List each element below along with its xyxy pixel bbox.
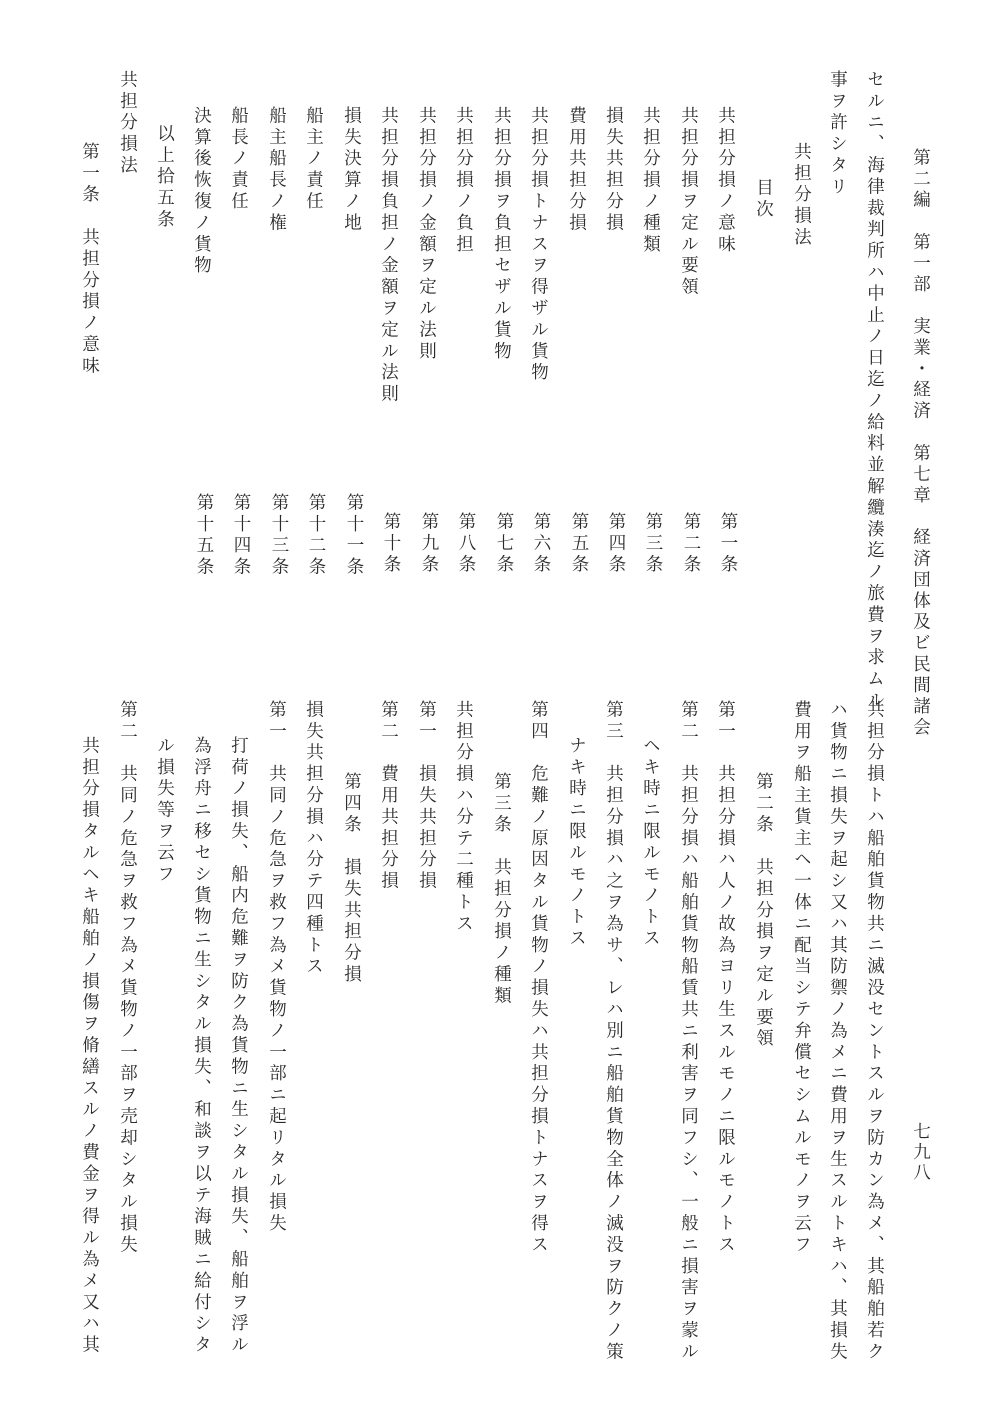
toc-article: 第四条: [606, 512, 626, 577]
toc-end: 以上拾五条: [154, 124, 175, 231]
article-heading: 第三条 共担分損ノ種類: [491, 772, 512, 1008]
toc-article: 第七条: [494, 512, 514, 577]
text-line: 為浮舟ニ移セシ貨物ニ生シタル損失、和談ヲ以テ海賊ニ給付シタ: [191, 736, 212, 1357]
toc-article: 第三条: [643, 512, 663, 577]
toc-article: 第十条: [381, 512, 401, 577]
toc-heading: 目次: [753, 178, 774, 221]
toc-article: 第十四条: [231, 493, 251, 579]
text-line: 共担分損タルヘキ船舶ノ損傷ヲ脩繕スルノ費金ヲ得ル為メ又ハ其: [79, 736, 100, 1357]
toc-article: 第一条: [718, 512, 738, 577]
text-line: ル損失等ヲ云フ: [154, 736, 175, 886]
text-line: 打荷ノ損失、船内危難ヲ防ク為貨物ニ生シタル損失、船舶ヲ浮ル: [228, 736, 249, 1357]
toc-article: 第二条: [681, 512, 701, 577]
text-line: 第二 費用共担分損: [378, 700, 399, 893]
text-line: ヘキ時ニ限ルモノトス: [640, 736, 661, 950]
text-line: 費用ヲ船主貨主ヘ一体ニ配当シテ弁償セシムルモノヲ云フ: [791, 700, 812, 1257]
running-title: 第二編 第一部 実業・経済 第七章 経済団体及ビ民間諸会: [910, 148, 931, 739]
law-title: 共担分損法: [791, 142, 812, 249]
toc-title: 共担分損ヲ負担セザル貨物: [491, 106, 512, 363]
text-line: 第二 共同ノ危急ヲ救フ為メ貨物ノ一部ヲ売却シタル損失: [117, 700, 138, 1257]
toc-article: 第八条: [456, 512, 476, 577]
toc-title: 共担分損ノ種類: [640, 106, 661, 256]
toc-article: 第六条: [531, 512, 551, 577]
article-1-heading: 第一条 共担分損ノ意味: [79, 142, 100, 378]
text-line: ハ貨物ニ損失ヲ起シ又ハ其防禦ノ為メニ費用ヲ生スルトキハ、其損失: [827, 700, 848, 1364]
text-line: ナキ時ニ限ルモノトス: [566, 736, 587, 950]
toc-title: 決算後恢復ノ貨物: [191, 106, 212, 278]
toc-article: 第十五条: [194, 493, 214, 579]
toc-article: 第十三条: [269, 493, 289, 579]
toc-article: 第十一条: [344, 493, 364, 579]
toc-title: 船主船長ノ権: [266, 106, 287, 235]
toc-article: 第十二条: [306, 493, 326, 579]
text-line: 共担分損ハ分テ二種トス: [453, 700, 474, 936]
toc-title: 損失決算ノ地: [341, 106, 362, 235]
article-heading: 第二条 共担分損ヲ定ル要領: [753, 772, 774, 1051]
law-title-repeat: 共担分損法: [117, 70, 138, 177]
toc-title: 共担分損ノ金額ヲ定ル法則: [416, 106, 437, 363]
text-line: 共担分損トハ船舶貨物共ニ滅没セントスルヲ防カン為メ、其船舶若ク: [864, 700, 885, 1364]
article-heading: 第四条 損失共担分損: [341, 772, 362, 986]
toc-title: 共担分損負担ノ金額ヲ定ル法則: [378, 106, 399, 406]
toc-title: 船主ノ責任: [303, 106, 324, 213]
text-line: 第一 損失共担分損: [416, 700, 437, 893]
text-line: 第二 共担分損ハ船舶貨物船賃共ニ利害ヲ同フシ、一般ニ損害ヲ蒙ル: [678, 700, 699, 1364]
continuation-line: 事ヲ許シタリ: [827, 70, 848, 199]
text-line: 第四 危難ノ原因タル貨物ノ損失ハ共担分損トナスヲ得ス: [528, 700, 549, 1257]
toc-title: 共担分損トナスヲ得ザル貨物: [528, 106, 549, 385]
text-line: 第一 共同ノ危急ヲ救フ為メ貨物ノ一部ニ起リタル損失: [266, 700, 287, 1235]
toc-title: 損失共担分損: [603, 106, 624, 235]
toc-title: 共担分損ノ負担: [453, 106, 474, 256]
toc-article: 第九条: [419, 512, 439, 577]
page-number: 七九八: [910, 1122, 931, 1184]
text-line: 第一 共担分損ハ人ノ故為ヨリ生スルモノニ限ルモノトス: [715, 700, 736, 1257]
toc-title: 共担分損ノ意味: [715, 106, 736, 256]
toc-article: 第五条: [569, 512, 589, 577]
toc-title: 共担分損ヲ定ル要領: [678, 106, 699, 299]
continuation-line: セルニ、海律裁判所ハ中止ノ日迄ノ給料並解纜湊迄ノ旅費ヲ求ムル: [864, 70, 885, 712]
toc-title: 費用共担分損: [566, 106, 587, 235]
text-line: 第三 共担分損ハ之ヲ為サ、レハ別ニ船舶貨物全体ノ滅没ヲ防クノ策: [603, 700, 624, 1364]
toc-title: 船長ノ責任: [228, 106, 249, 213]
text-line: 損失共担分損ハ分テ四種トス: [303, 700, 324, 979]
